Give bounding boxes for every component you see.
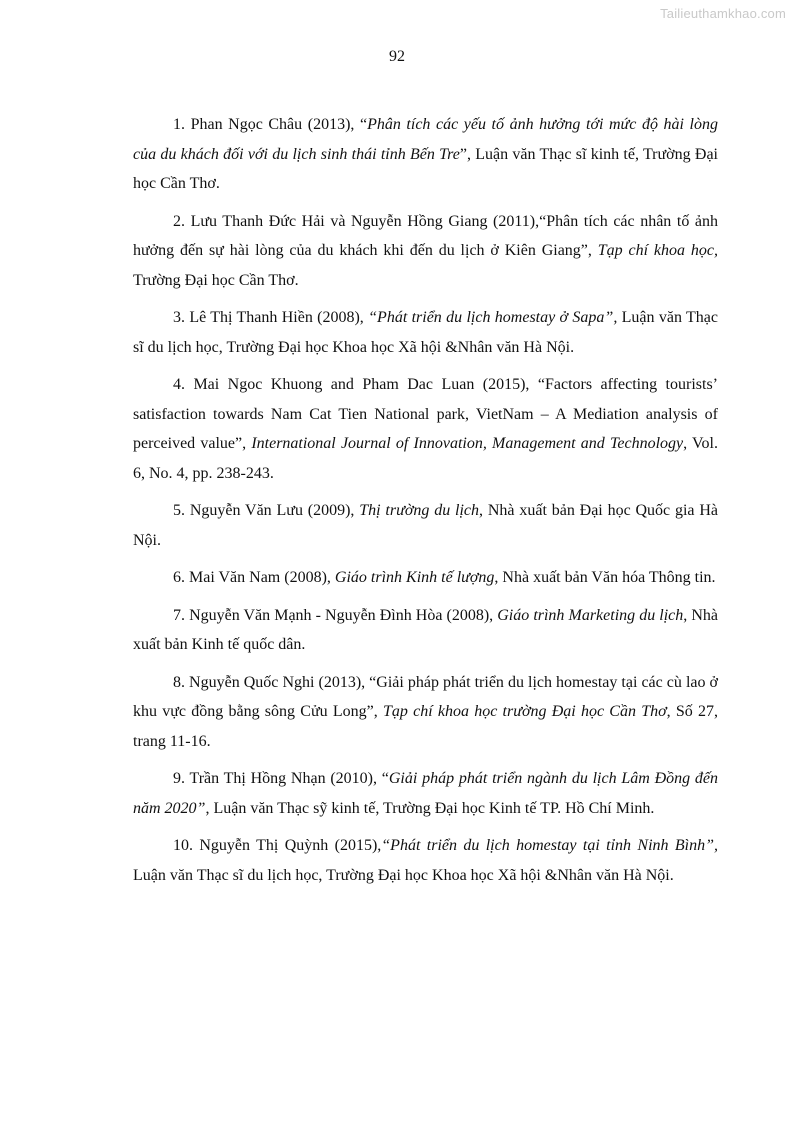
reference-item <box>133 207 718 296</box>
reference-text: 2. Lưu Thanh Đức Hải và Nguyễn Hồng Giang (2011),“Phân tích các nhân tố ảnh hưởng đến sự hài lòng của du khách khi đến du lịch ở Kiên Giang”, <box>133 212 718 259</box>
reference-title: “Phát triển du lịch homestay tại tỉnh Ninh Bình”, <box>381 837 719 854</box>
reference-item <box>133 668 718 757</box>
reference-text: , Nhà xuất bản Văn hóa Thông tin. <box>494 569 716 586</box>
reference-item <box>133 496 718 555</box>
reference-title: Thị trường du lịch <box>359 502 480 519</box>
reference-title: Tạp chí khoa học trường Đại học Cần Thơ <box>382 703 667 720</box>
reference-text: 7. Nguyễn Văn Mạnh - Nguyễn Đình Hòa (2008), <box>173 606 498 624</box>
reference-item <box>133 303 718 362</box>
reference-text: , Vol. 6, No. 4, pp. 238-243. <box>133 435 718 482</box>
reference-item <box>133 370 718 488</box>
page-number: 92 <box>389 48 405 65</box>
reference-title: “Phát triển du lịch homestay ở Sapa”, <box>368 309 618 326</box>
reference-text: Luận văn Thạc sĩ du lịch học, Trường Đại học Khoa học Xã hội &Nhân văn Hà Nội. <box>133 309 718 356</box>
reference-item <box>133 601 718 660</box>
reference-text: 1. Phan Ngọc Châu (2013), “ <box>173 116 368 133</box>
reference-title: Tạp chí khoa học, <box>597 242 718 259</box>
reference-text: Luận văn Thạc sĩ du lịch học, Trường Đại học Khoa học Xã hội &Nhân văn Hà Nội. <box>133 866 674 884</box>
reference-text: 3. Lê Thị Thanh Hiền (2008), <box>173 309 369 326</box>
reference-text: 6. Mai Văn Nam (2008), <box>173 569 335 586</box>
reference-list <box>133 110 718 898</box>
reference-text: , Luận văn Thạc sỹ kinh tế, Trường Đại học Kinh tế TP. Hồ Chí Minh. <box>205 799 655 817</box>
reference-text: 5. Nguyễn Văn Lưu (2009), <box>173 502 360 519</box>
reference-text: Trường Đại học Cần Thơ. <box>133 271 299 289</box>
reference-item <box>133 110 718 199</box>
reference-text: 9. Trần Thị Hồng Nhạn (2010), “ <box>173 770 389 787</box>
reference-title: International Journal of Innovation, Management and Technology <box>251 435 684 452</box>
reference-text: , Nhà xuất bản Đại học Quốc gia Hà Nội. <box>133 502 719 549</box>
reference-text: , Số 27, trang 11-16. <box>133 703 719 750</box>
reference-text: 4. Mai Ngoc Khuong and Pham Dac Luan (2015), “Factors affecting tourists’ satisfaction towards Nam Cat Tien National park, VietNam – A Mediation analysis of perceived value”, <box>133 376 718 452</box>
reference-title: Giáo trình Kinh tế lượng <box>334 569 495 586</box>
reference-title: Phân tích các yếu tố ảnh hưởng tới mức độ hài lòng của du khách đối với du lịch sinh thái tỉnh Bến Tre <box>133 116 719 163</box>
reference-text: 8. Nguyễn Quốc Nghi (2013), “Giải pháp phát triển du lịch homestay tại các cù lao ở khu vực đồng bằng sông Cửu Long”, <box>133 673 718 720</box>
reference-text: , Nhà xuất bản Kinh tế quốc dân. <box>133 606 719 653</box>
reference-text: ”, Luận văn Thạc sĩ kinh tế, Trường Đại học Cần Thơ. <box>133 145 718 192</box>
reference-item <box>133 764 718 823</box>
reference-item <box>133 831 718 890</box>
reference-title: Giải pháp phát triển ngành du lịch Lâm Đồng đến năm 2020” <box>133 770 719 817</box>
reference-item <box>133 563 718 593</box>
reference-title: Giáo trình Marketing du lịch <box>497 606 684 624</box>
reference-text: 10. Nguyễn Thị Quỳnh (2015), <box>173 837 382 854</box>
watermark: Tailieuthamkhao.com <box>660 6 786 21</box>
